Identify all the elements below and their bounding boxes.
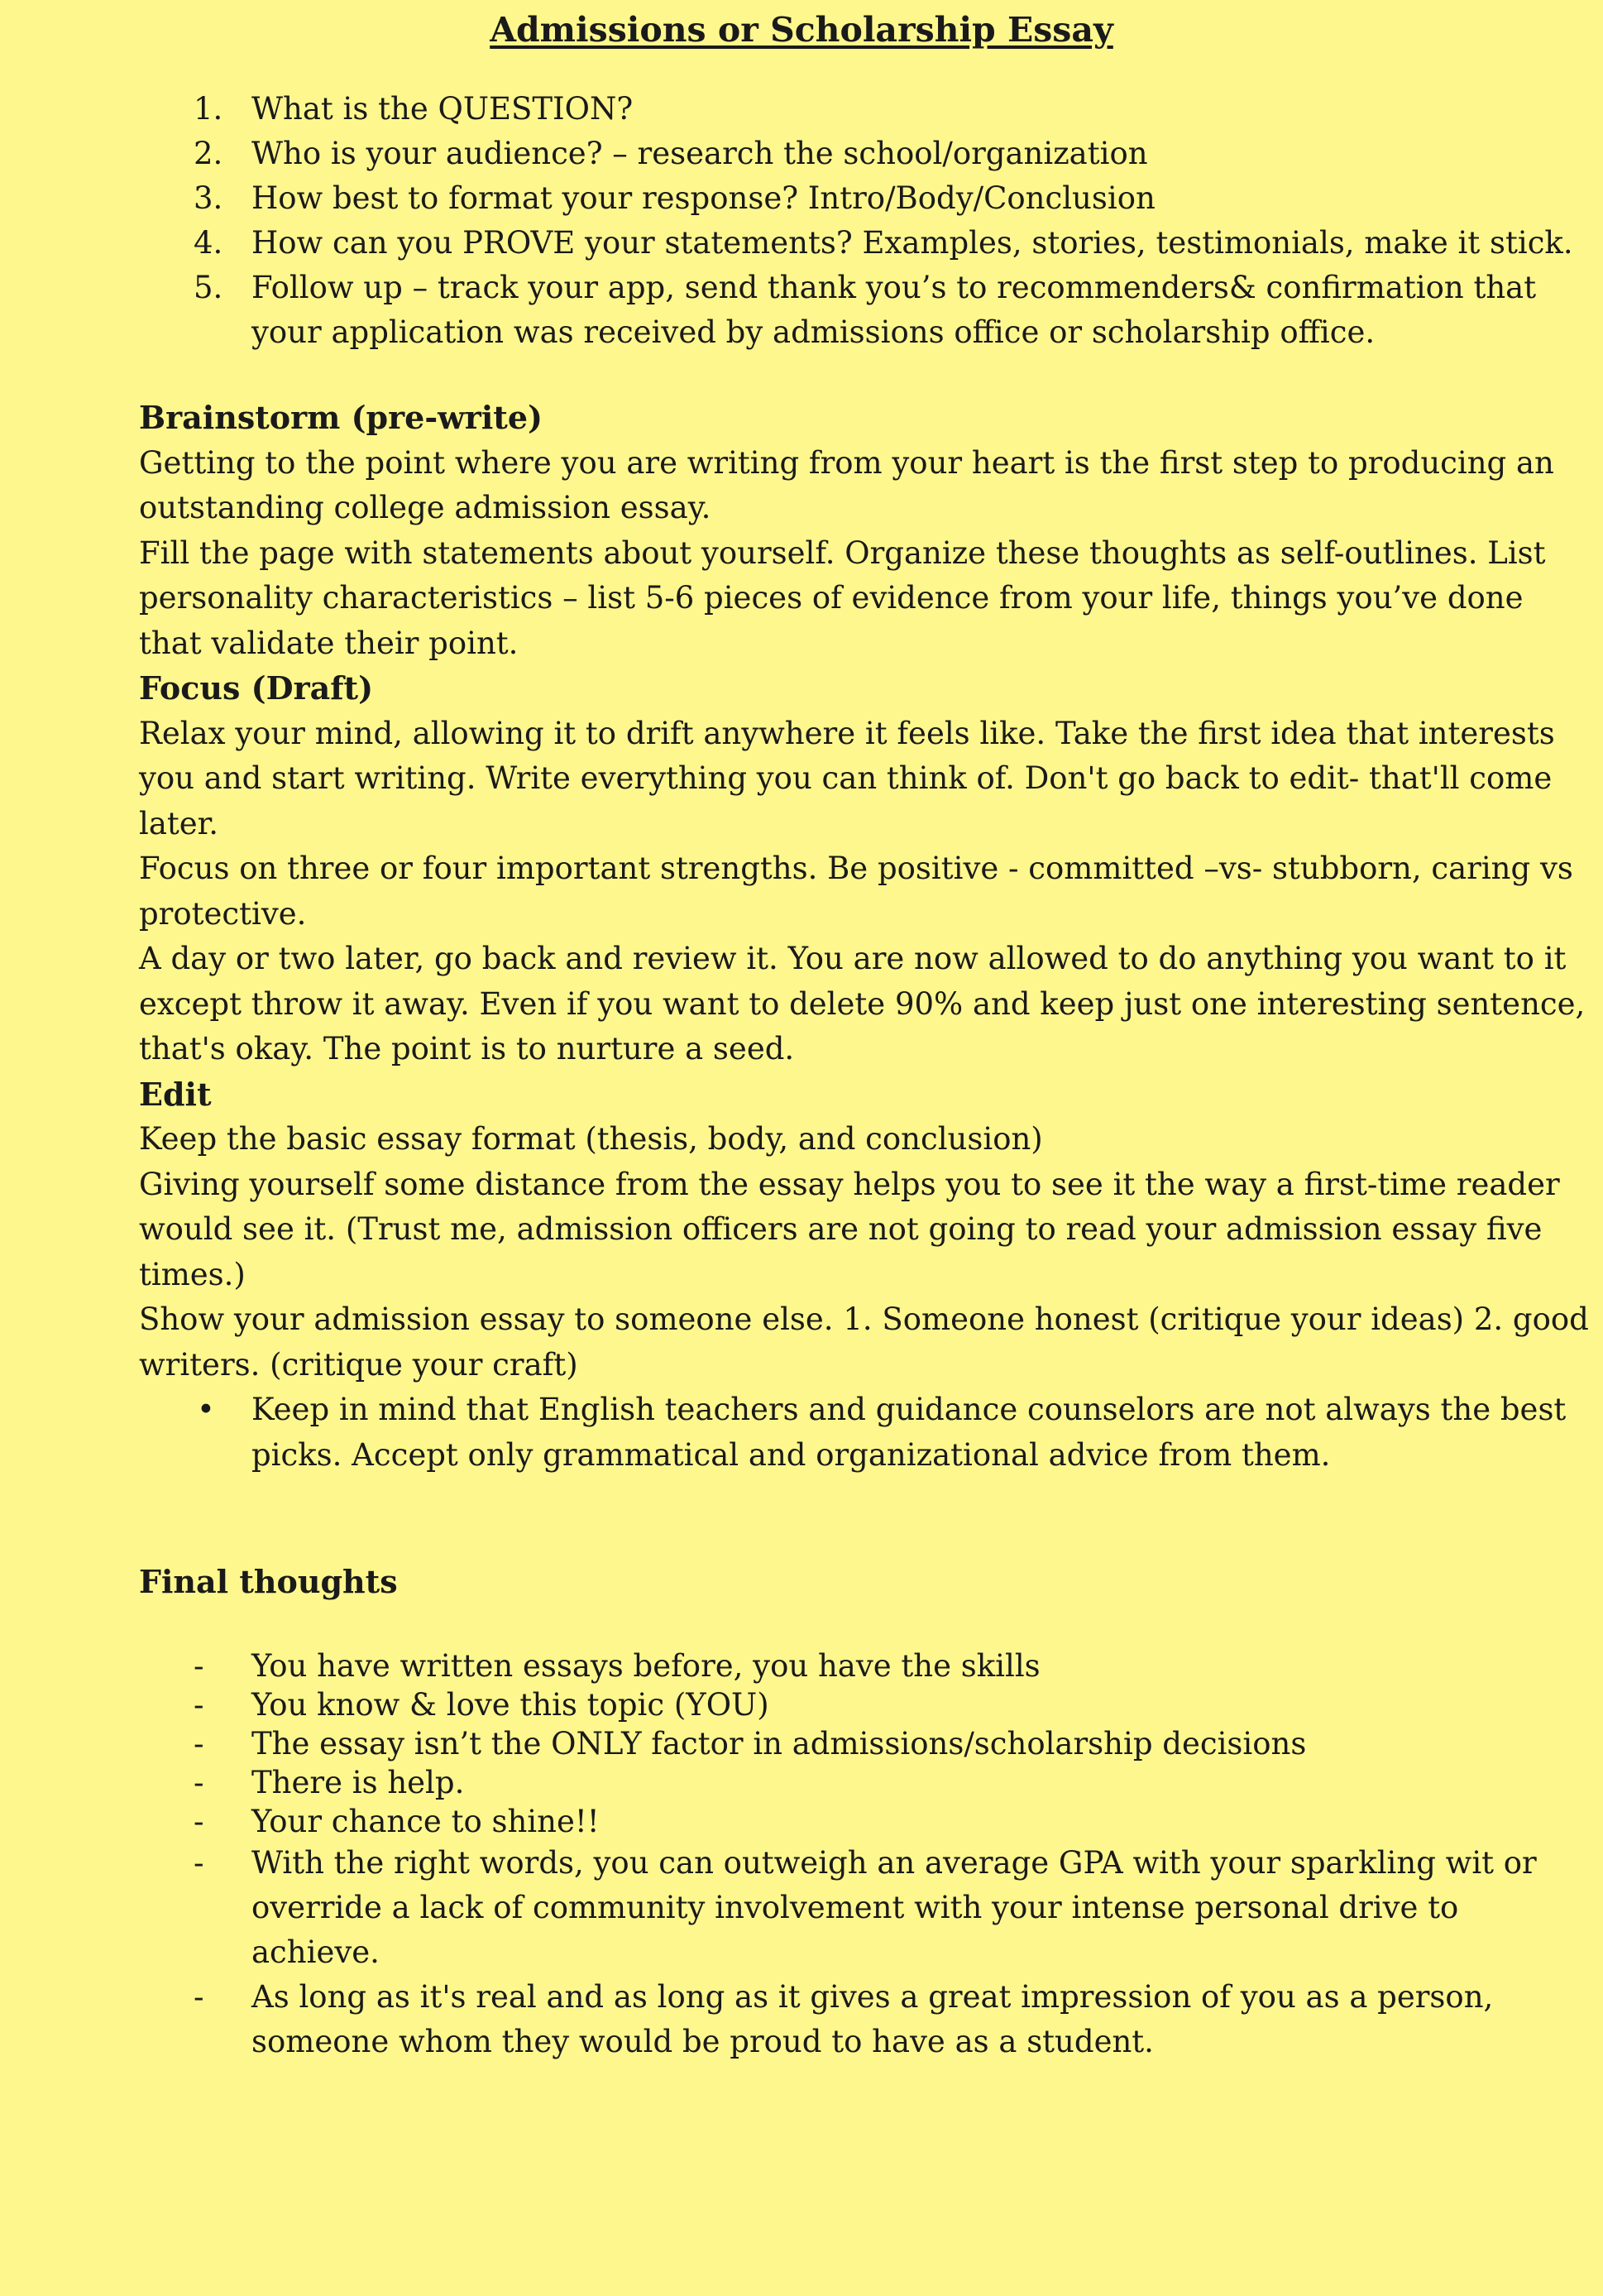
list-item (0, 1975, 1603, 2064)
focus-paragraph-1: Relax your mind, allowing it to drift anywhere it feels like. Take the first idea that interests you and start writing. Write everything you can think of. Don't go back to edit- that'll come later. (139, 715, 1555, 841)
list-item-text: Follow up – track your app, send thank you’s to recommenders& confirmation that your application was received by admissions office or scholarship office. (251, 270, 1537, 350)
edit-paragraph-1: Keep the basic essay format (thesis, body, and conclusion) (139, 1121, 1043, 1157)
list-item-text: With the right words, you can outweigh an average GPA with your sparkling wit or override a lack of community involvement with your intense personal drive to achieve. (251, 1845, 1537, 1970)
dash-icon: - (194, 1765, 204, 1800)
edit-paragraph-2: Giving yourself some distance from the essay helps you to see it the way a first-time reader would see it. (Trust me, admission officers are not going to read your admission essay five times.) (139, 1166, 1560, 1292)
list-item-number: 5. (194, 270, 223, 305)
dash-icon: - (194, 1726, 204, 1762)
list-item-number: 2. (194, 136, 223, 171)
list-item (0, 1802, 1603, 1841)
dash-icon: - (194, 1804, 204, 1839)
brainstorm-heading: Brainstorm (pre-write) (139, 399, 543, 436)
list-item (0, 221, 1603, 266)
final-thoughts-heading: Final thoughts (139, 1563, 398, 1600)
list-item-text: There is help. (251, 1765, 465, 1800)
list-item (0, 266, 1603, 355)
essay-guidance-body (139, 395, 1595, 1478)
list-item-text: As long as it's real and as long as it gives a great impression of you as a person, someone whom they would be proud to have as a student. (251, 1979, 1494, 2059)
list-item (0, 1724, 1603, 1763)
steps-list (0, 87, 1603, 355)
list-item (0, 1841, 1603, 1975)
list-item (0, 1763, 1603, 1802)
dash-icon: - (194, 1648, 204, 1684)
list-item-number: 3. (194, 180, 223, 216)
list-item-text: Who is your audience? – research the school/organization (251, 136, 1148, 171)
list-item (0, 87, 1603, 132)
focus-paragraph-2: Focus on three or four important strengths. Be positive - committed –vs- stubborn, caring vs protective. (139, 851, 1573, 932)
list-item-text: How can you PROVE your statements? Examples, stories, testimonials, make it stick. (251, 225, 1573, 261)
list-item-text: You know & love this topic (YOU) (251, 1687, 769, 1723)
edit-bullet-item (139, 1388, 1595, 1478)
list-item-text: You have written essays before, you have the skills (251, 1648, 1041, 1684)
list-item-text: Your chance to shine!! (251, 1804, 600, 1839)
list-item-number: 4. (194, 225, 223, 261)
list-item-text: The essay isn’t the ONLY factor in admissions/scholarship decisions (251, 1726, 1307, 1762)
dash-icon: - (194, 1979, 204, 2015)
page-title: Admissions or Scholarship Essay (490, 10, 1113, 50)
dash-icon: - (194, 1687, 204, 1723)
list-item-text: How best to format your response? Intro/Body/Conclusion (251, 180, 1156, 216)
list-item (0, 132, 1603, 176)
brainstorm-paragraph-1: Getting to the point where you are writing from your heart is the first step to producing an outstanding college admission essay. (139, 444, 1554, 525)
list-item-number: 1. (194, 91, 223, 127)
edit-bullet-text: Keep in mind that English teachers and guidance counselors are not always the best picks. Accept only grammatical and organizational advice from them. (251, 1392, 1567, 1473)
dash-icon: - (194, 1845, 204, 1881)
list-item (0, 176, 1603, 221)
edit-heading: Edit (139, 1075, 212, 1113)
final-thoughts-list (0, 1647, 1603, 2064)
bullet-icon: • (197, 1392, 215, 1427)
focus-paragraph-3: A day or two later, go back and review it. You are now allowed to do anything you want to it except throw it away. Even if you want to delete 90% and keep just one interesting sentence, that's okay. The point is to nurture a seed. (139, 941, 1586, 1067)
focus-heading: Focus (Draft) (139, 669, 374, 707)
list-item (0, 1685, 1603, 1724)
edit-paragraph-3: Show your admission essay to someone else. 1. Someone honest (critique your ideas) 2. good writers. (critique your craft) (139, 1301, 1589, 1383)
list-item-text: What is the QUESTION? (251, 91, 634, 127)
brainstorm-paragraph-2: Fill the page with statements about yourself. Organize these thoughts as self-outlines. List personality characteristics – list 5-6 pieces of evidence from your life, things you’ve done that validate their point. (139, 534, 1546, 661)
list-item (0, 1647, 1603, 1685)
